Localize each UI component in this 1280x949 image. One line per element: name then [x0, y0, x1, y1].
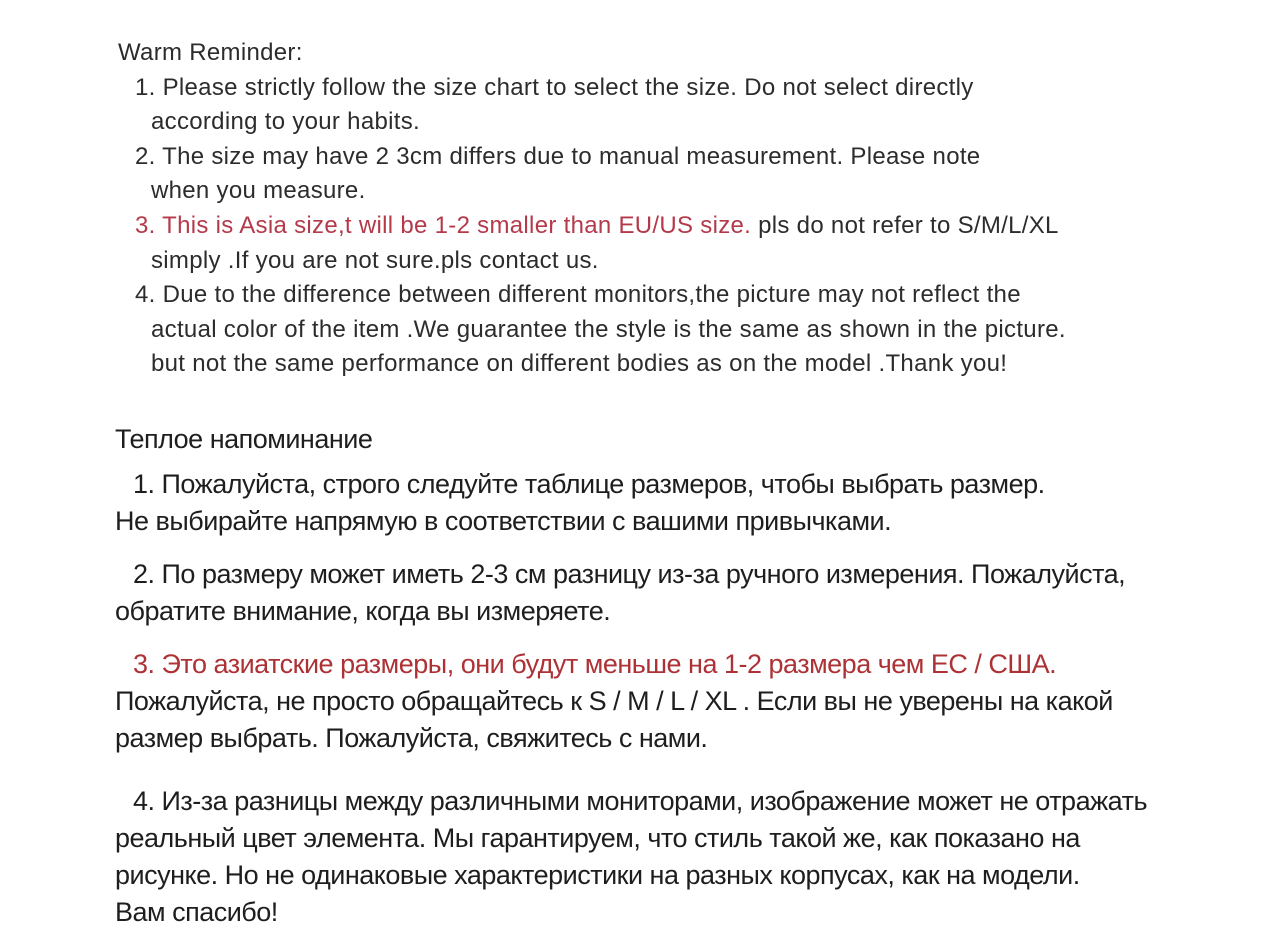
english-item-4	[118, 278, 1218, 382]
asia-size-warning-red-text: 3. This is Asia size,t will be 1-2 smaller than EU/US size.	[135, 211, 752, 239]
english-item-1	[118, 71, 1218, 140]
reminder-line: 1. Пожалуйста, строго следуйте таблице размеров, чтобы выбрать размер.	[133, 469, 1045, 499]
reminder-line: when you measure.	[151, 177, 366, 205]
reminder-line: 4. Из-за разницы между различными мониторами, изображение может не отражать	[133, 786, 1148, 816]
asia-size-warning-black-text: pls do not refer to S/M/L/XL	[751, 211, 1059, 239]
english-heading: Warm Reminder:	[118, 39, 303, 66]
russian-item-2	[115, 556, 1255, 630]
reminder-line: according to your habits.	[151, 108, 420, 136]
reminder-line: Не выбирайте напрямую в соответствии с вашими привычками.	[115, 506, 892, 536]
reminder-line: обратите внимание, когда вы измеряете.	[115, 596, 611, 626]
warm-reminder-russian	[115, 421, 1255, 931]
asia-size-warning-red-line: 3. Это азиатские размеры, они будут меньше на 1-2 размера чем ЕС / США.	[133, 649, 1057, 679]
reminder-line: 1. Please strictly follow the size chart to select the size. Do not select directly	[135, 73, 974, 101]
reminder-line: рисунке. Но не одинаковые характеристики на разных корпусах, как на модели.	[115, 860, 1080, 890]
russian-item-4	[115, 783, 1255, 931]
reminder-line: 2. По размеру может иметь 2-3 см разницу из-за ручного измерения. Пожалуйста,	[133, 559, 1126, 589]
english-item-3	[118, 209, 1218, 278]
reminder-line: actual color of the item .We guarantee the style is the same as shown in the picture.	[151, 315, 1066, 343]
russian-item-3	[115, 646, 1255, 757]
english-item-2	[118, 140, 1218, 209]
reminder-line: but not the same performance on different bodies as on the model .Thank you!	[151, 350, 1008, 378]
reminder-line: реальный цвет элемента. Мы гарантируем, что стиль такой же, как показано на	[115, 823, 1080, 853]
reminder-line: 2. The size may have 2 3cm differs due to manual measurement. Please note	[135, 142, 981, 170]
warm-reminder-english	[118, 36, 1218, 382]
reminder-line: размер выбрать. Пожалуйста, свяжитесь с нами.	[115, 723, 708, 753]
reminder-line: simply .If you are not sure.pls contact us.	[151, 246, 599, 274]
reminder-line-mixed	[135, 209, 1218, 244]
reminder-line: Вам спасибо!	[115, 897, 278, 927]
reminder-line: 4. Due to the difference between different monitors,the picture may not reflect the	[135, 281, 1021, 309]
russian-heading: Теплое напоминание	[115, 424, 373, 454]
russian-item-1	[115, 466, 1255, 540]
reminder-line: Пожалуйста, не просто обращайтесь к S / M / L / XL . Если вы не уверены на какой	[115, 686, 1113, 716]
